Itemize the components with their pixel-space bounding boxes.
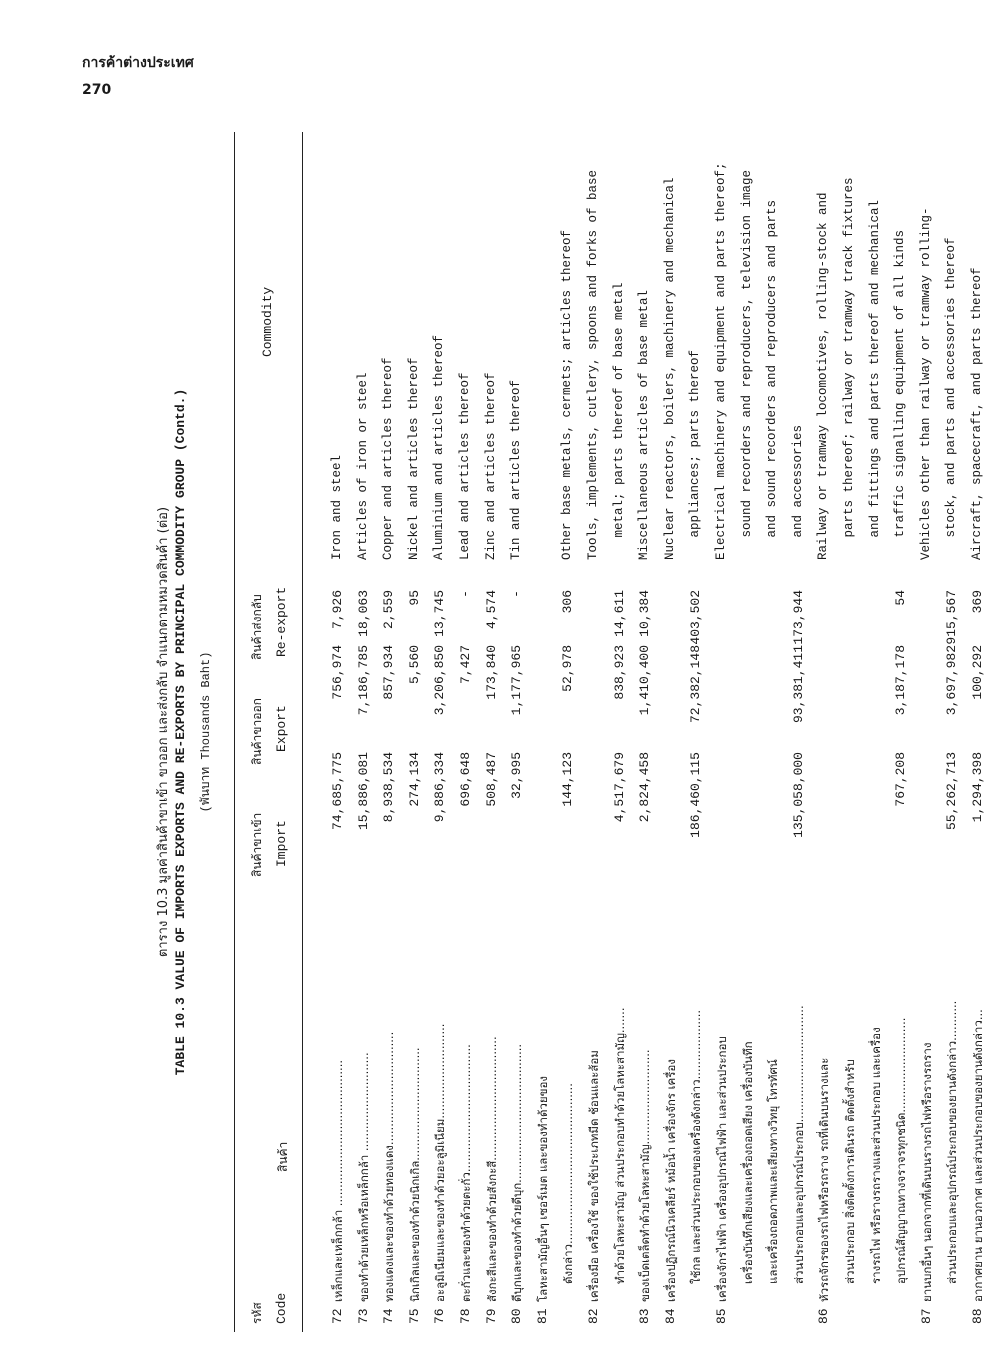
row-code: 78 — [458, 1308, 473, 1324]
row-commodity: Zinc and articles thereof — [483, 372, 498, 560]
row-import-value: 9,886,334 — [432, 752, 448, 823]
row-commodity-thai: ส่วนประกอบ สิ่งติดตั้งการเดินรถ ติดตั้งสำหรับ — [843, 1059, 857, 1284]
row-import-value: 274,134 — [406, 752, 422, 807]
header-commodity-thai: สินค้า — [276, 1141, 290, 1172]
header-code-thai: รหัส — [250, 1302, 264, 1324]
row-commodity: Vehicles other than railway or tramway rolling- — [918, 207, 933, 560]
row-commodity: Miscellaneous articles of base metal — [637, 289, 652, 560]
table-top-rule — [234, 132, 235, 1332]
row-import-value: 767,208 — [893, 752, 909, 807]
row-import-value: 4,517,679 — [611, 752, 627, 823]
row-reexport-value: 4,574 — [483, 590, 499, 630]
row-code: 75 — [406, 1308, 422, 1324]
row-reexport-value: - — [458, 590, 473, 598]
row-commodity: and sound recorders and reproducers and parts — [765, 199, 780, 560]
row-commodity: Nickel and articles thereof — [406, 357, 421, 560]
row-commodity: Tools, implements, cutlery, spoons and forks of base — [586, 169, 600, 560]
row-commodity-thai: อากาศยาน ยานอวกาศ และส่วนประกอบของยานดังกล่าว... — [971, 1009, 985, 1302]
row-code: 74 — [381, 1308, 397, 1324]
row-commodity: Railway or tramway locomotives, rolling-stock and — [816, 192, 831, 560]
row-commodity: parts thereof; railway or tramway track fixtures — [842, 177, 856, 560]
row-commodity-thai: ทองแดงและของทำด้วยทองแดง............................... — [382, 1031, 397, 1302]
row-code: 87 — [918, 1308, 934, 1324]
row-commodity-thai: เครื่องบันทึกเสียงและเครื่องถอดเสียง เครื่องบันทึก — [740, 1041, 755, 1284]
row-commodity-thai: ส่วนประกอบและอุปกรณ์ประกอบ................................ — [791, 1005, 806, 1284]
row-commodity-thai: รางรถไฟ หรือรางรถรางและส่วนประกอบ และเครื่อง — [868, 1027, 883, 1284]
row-commodity-thai: อะลูมิเนียมและของทำด้วยอะลูมิเนียม.......................... — [433, 1023, 448, 1302]
row-export-value: 1,410,400 — [637, 645, 653, 716]
row-code: 86 — [816, 1308, 832, 1324]
row-export-value: 5,560 — [406, 645, 422, 685]
row-commodity-thai: ใช้กล และส่วนประกอบของเครื่องดังกล่าว................... — [689, 1009, 704, 1284]
row-commodity: metal; parts thereof of base metal — [611, 282, 626, 560]
row-commodity: and accessories — [790, 424, 805, 560]
row-commodity-thai: ของทำด้วยเหล็กหรือเหล็กกล้า ........................... — [356, 1052, 371, 1302]
row-commodity-thai: อุปกรณ์สัญญาณทางจราจรทุกชนิด.......................... — [894, 1017, 909, 1284]
row-export-value: 3,187,178 — [893, 645, 909, 716]
row-import-value: 74,685,775 — [330, 752, 345, 831]
row-reexport-value: 173,944 — [790, 590, 806, 645]
table-unit: (พันบาท Thousands Baht) — [199, 651, 213, 813]
row-reexport-value: 54 — [893, 590, 909, 606]
row-commodity: stock, and parts and accessories thereof — [944, 237, 959, 560]
row-export-value: 173,840 — [483, 645, 499, 700]
row-commodity: Electrical machinery and equipment and parts thereof; — [714, 162, 728, 560]
row-import-value: 186,460,115 — [688, 752, 704, 838]
header-export: Export — [274, 705, 289, 752]
row-commodity-thai: ของเบ็ดเตล็ดทำด้วยโลหะสามัญ.......................... — [638, 1049, 653, 1302]
header-commodity: Commodity — [260, 286, 275, 357]
table-title-english: TABLE 10.3 VALUE OF IMPORTS EXPORTS AND RE-EXPORTS BY PRINCIPAL COMMODITY GROUP (Contd.) — [173, 388, 188, 1076]
row-commodity: Nuclear reactors, boilers, machinery and mechanical — [662, 177, 677, 560]
rotated-table-page — [140, 132, 985, 1332]
row-code: 85 — [714, 1308, 729, 1324]
row-reexport-value: 403,502 — [688, 590, 704, 645]
page-number: 270 — [82, 82, 112, 98]
row-commodity-thai: หัวรถจักรของรถไฟหรือรถราง รถที่เดินบนรางและ — [817, 1057, 832, 1302]
row-commodity-thai: สังกะสีและของทำด้วยสังกะสี.................................. — [484, 1036, 499, 1302]
row-commodity: Lead and articles thereof — [458, 372, 472, 560]
row-commodity: Copper and articles thereof — [381, 357, 396, 560]
row-export-value: 857,934 — [381, 645, 397, 700]
header-export-thai: สินค้าขาออก — [250, 698, 264, 765]
row-commodity-thai: ดังกล่าว............................................ — [561, 1083, 576, 1284]
row-import-value: 696,648 — [458, 752, 473, 807]
row-commodity-thai: ส่วนประกอบและอุปกรณ์ประกอบของยานดังกล่าว........... — [945, 1000, 960, 1284]
row-commodity: Aluminium and articles thereof — [432, 334, 447, 560]
row-export-value: 7,186,785 — [355, 645, 371, 716]
row-export-value: 756,974 — [330, 645, 345, 700]
row-commodity-thai: เครื่องมือ เครื่องใช้ ของใช้ประเภทมีด ช้อนและส้อม — [587, 1050, 601, 1302]
header-code: Code — [274, 1292, 289, 1324]
table-header-rule — [302, 132, 303, 1332]
row-export-value: 3,206,850 — [432, 645, 448, 716]
row-export-value: 838,923 — [611, 645, 627, 700]
row-code: 76 — [432, 1308, 448, 1324]
row-commodity: Articles of iron or steel — [355, 372, 370, 560]
row-reexport-value: 915,567 — [944, 590, 960, 645]
table-title-thai: ตาราง 10.3 มูลค่าสินค้าขาเข้า ขาออก และส่งกลับ จำแนกตามหมวดสินค้า (ต่อ) — [156, 506, 171, 958]
row-code: 88 — [970, 1308, 985, 1324]
row-import-value: 1,294,398 — [970, 752, 985, 823]
row-reexport-value: 18,063 — [355, 590, 371, 637]
row-reexport-value: 369 — [970, 590, 985, 614]
row-export-value: 72,382,148 — [688, 645, 704, 724]
row-import-value: 55,262,713 — [944, 752, 960, 831]
row-import-value: 15,886,081 — [355, 752, 371, 831]
row-commodity-thai: และเครื่องถอดภาพและเสียงทางวิทยุ โทรทัศน์ — [766, 1059, 781, 1284]
row-code: 73 — [355, 1308, 371, 1324]
row-import-value: 508,487 — [483, 752, 499, 807]
row-commodity: appliances; parts thereof — [688, 349, 703, 560]
row-code: 83 — [637, 1308, 653, 1324]
row-code: 82 — [586, 1308, 601, 1324]
row-commodity-thai: ตะกั่วและของทำด้วยตะกั่ว................................... — [459, 1044, 473, 1302]
header-import: Import — [274, 820, 289, 867]
row-reexport-value: 14,611 — [611, 590, 627, 637]
row-commodity-thai: เหล็กและเหล็กกล้า ........................................ — [331, 1059, 345, 1302]
row-import-value: 2,824,458 — [637, 752, 653, 823]
row-reexport-value: 95 — [406, 590, 422, 606]
running-head: การค้าต่างประเทศ — [82, 55, 194, 71]
row-code: 79 — [483, 1308, 499, 1324]
row-commodity: sound recorders and reproducers, television image — [739, 169, 754, 560]
header-reexport: Re-export — [274, 586, 289, 657]
row-commodity: Other base metals, cermets; articles thereof — [560, 229, 575, 560]
row-code: 81 — [534, 1308, 550, 1324]
row-code: 80 — [509, 1308, 525, 1324]
row-commodity: Tin and articles thereof — [509, 379, 524, 560]
row-commodity-thai: เครื่องปฏิกรณ์นิวเคลียร์ หม้อน้ำ เครื่องจักร เครื่อง — [663, 1059, 678, 1302]
header-reexport-thai: สินค้าส่งกลับ — [250, 594, 264, 660]
row-export-value: 93,381,411 — [790, 645, 806, 724]
row-reexport-value: 13,745 — [432, 590, 448, 637]
row-export-value: 3,697,982 — [944, 645, 960, 716]
row-commodity: Iron and steel — [330, 454, 344, 560]
row-import-value: 8,938,534 — [381, 752, 397, 823]
row-reexport-value: 2,559 — [381, 590, 397, 630]
row-export-value: 100,292 — [970, 645, 985, 700]
header-import-thai: สินค้าขาเข้า — [250, 812, 264, 877]
row-reexport-value: - — [509, 590, 525, 598]
row-code: 72 — [330, 1308, 345, 1324]
row-commodity-thai: นิกเกิลและของทำด้วยนิกเกิล............................... — [407, 1047, 422, 1302]
row-reexport-value: 7,926 — [330, 590, 345, 630]
row-import-value: 144,123 — [560, 752, 576, 807]
row-commodity-thai: ทำด้วยโลหะสามัญ ส่วนประกอบทำด้วยโลหะสามัญ....... — [612, 1007, 627, 1284]
row-commodity: and fittings and parts thereof and mechanical — [867, 199, 882, 560]
row-export-value: 52,978 — [560, 645, 576, 692]
row-commodity: Aircraft, spacecraft, and parts thereof — [970, 267, 984, 560]
row-import-value: 32,995 — [509, 752, 525, 799]
row-commodity-thai: ดีบุกและของทำด้วยดีบุก...................................... — [510, 1043, 525, 1302]
row-export-value: 1,177,965 — [509, 645, 525, 716]
row-export-value: 7,427 — [458, 645, 473, 685]
row-reexport-value: 306 — [560, 590, 576, 614]
row-commodity-thai: โลหะสามัญอื่นๆ เซอร์เมต และของทำด้วยของ — [535, 1076, 550, 1302]
row-commodity-thai: เครื่องจักรไฟฟ้า เครื่องอุปกรณ์ไฟฟ้า และส่วนประกอบ — [715, 1036, 729, 1302]
row-commodity-thai: ยานบกอื่นๆ นอกจากที่เดินบนรางรถไฟหรือรางรถราง — [919, 1042, 934, 1302]
row-commodity: traffic signalling equipment of all kinds — [893, 229, 908, 560]
row-import-value: 135,058,000 — [790, 752, 806, 838]
row-reexport-value: 10,384 — [637, 590, 653, 637]
row-code: 84 — [662, 1308, 678, 1324]
